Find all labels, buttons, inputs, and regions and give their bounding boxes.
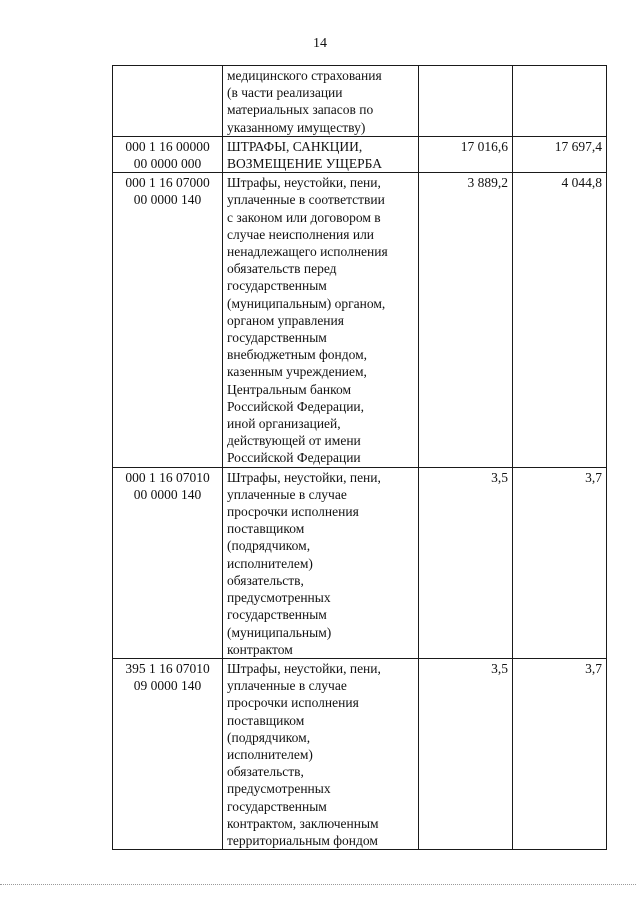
revenue-name-line: государственным: [227, 607, 327, 623]
revenue-name-cell: [223, 136, 419, 172]
revenue-name-line: ШТРАФЫ, САНКЦИИ,: [227, 138, 363, 154]
revenue-name-line: (муниципальным) органом,: [227, 295, 386, 311]
revenue-name-line: поставщиком: [227, 712, 305, 728]
revenue-name-cell: [223, 173, 419, 467]
revenue-name-cell: [223, 66, 419, 137]
page-bottom-border: [0, 884, 636, 885]
revenue-name-line: просрочки исполнения: [227, 695, 359, 711]
budget-code-cell: [113, 66, 223, 137]
revenue-name-line: (в части реализации: [227, 85, 343, 101]
table-row: [113, 467, 607, 658]
revenue-name-line: обязательств,: [227, 572, 304, 588]
revenue-name-line: иной организацией,: [227, 416, 341, 432]
revenue-name-line: государственным: [227, 278, 327, 294]
table-row: [113, 173, 607, 467]
revenue-name-line: внебюджетным фондом,: [227, 347, 367, 363]
revenue-name-line: Российской Федерации: [227, 450, 361, 466]
revenue-name-line: Штрафы, неустойки, пени,: [227, 175, 381, 191]
budget-code-line: 09 0000 140: [133, 678, 202, 694]
table-row: [113, 66, 607, 137]
revenue-name-line: (муниципальным): [227, 624, 332, 640]
revenue-name-line: (подрядчиком,: [227, 538, 311, 554]
revenue-name-cell: [223, 658, 419, 849]
amount-year-2-cell: [513, 66, 607, 137]
revenue-name-line: действующей от имени: [227, 433, 361, 449]
revenue-name-line: случае неисполнения или: [227, 226, 375, 242]
budget-code-line: 00 0000 140: [133, 486, 202, 502]
budget-code-line: 00 0000 140: [133, 192, 202, 208]
revenue-name-line: с законом или договором в: [227, 209, 381, 225]
revenue-name-line: исполнителем): [227, 555, 313, 571]
revenue-name-line: ненадлежащего исполнения: [227, 244, 388, 260]
budget-code-line: 00 0000 000: [133, 156, 202, 172]
amount-year-2-cell: 4 044,8: [513, 173, 607, 467]
revenue-name-line: уплаченные в случае: [227, 678, 347, 694]
revenue-name-line: уплаченные в случае: [227, 486, 347, 502]
revenue-name-line: органом управления: [227, 312, 344, 328]
budget-code-cell: [113, 467, 223, 658]
budget-code-line: 000 1 16 00000: [125, 138, 210, 154]
revenue-name-line: медицинского страхования: [227, 68, 382, 83]
revenue-name-line: (подрядчиком,: [227, 729, 311, 745]
revenue-name-line: предусмотренных: [227, 590, 331, 606]
amount-year-2-cell: 17 697,4: [513, 136, 607, 172]
amount-year-1-cell: [419, 66, 513, 137]
revenue-name-line: указанному имуществу): [227, 119, 366, 135]
revenue-name-line: предусмотренных: [227, 781, 331, 797]
revenue-name-line: материальных запасов по: [227, 102, 374, 118]
revenue-name-line: ВОЗМЕЩЕНИЕ УЩЕРБА: [227, 156, 383, 172]
revenue-name-line: Российской Федерации,: [227, 398, 365, 414]
budget-code-line: 395 1 16 07010: [125, 660, 210, 676]
amount-year-1-cell: 3 889,2: [419, 173, 513, 467]
budget-revenue-table: [112, 65, 607, 850]
amount-year-2-cell: 3,7: [513, 467, 607, 658]
table-row: [113, 658, 607, 849]
revenue-name-line: поставщиком: [227, 521, 305, 537]
revenue-name-line: исполнителем): [227, 746, 313, 762]
budget-code-cell: [113, 658, 223, 849]
amount-year-2-cell: 3,7: [513, 658, 607, 849]
amount-year-1-cell: 3,5: [419, 467, 513, 658]
amount-year-1-cell: 17 016,6: [419, 136, 513, 172]
page-number: 14: [313, 36, 327, 51]
revenue-name-line: Штрафы, неустойки, пени,: [227, 469, 381, 485]
revenue-name-line: уплаченные в соответствии: [227, 192, 385, 208]
budget-code-line: 000 1 16 07010: [125, 469, 210, 485]
revenue-name-line: Штрафы, неустойки, пени,: [227, 660, 381, 676]
table-body: [113, 66, 607, 850]
revenue-name-line: казенным учреждением,: [227, 364, 367, 380]
revenue-name-line: обязательств,: [227, 764, 304, 780]
revenue-name-line: контрактом, заключенным: [227, 815, 379, 831]
revenue-name-line: государственным: [227, 330, 327, 346]
table-row: [113, 136, 607, 172]
revenue-name-line: просрочки исполнения: [227, 504, 359, 520]
revenue-name-line: государственным: [227, 798, 327, 814]
amount-year-1-cell: 3,5: [419, 658, 513, 849]
budget-code-line: 000 1 16 07000: [125, 175, 210, 191]
budget-code-cell: [113, 136, 223, 172]
revenue-name-line: территориальным фондом: [227, 832, 378, 848]
revenue-name-line: обязательств перед: [227, 261, 337, 277]
revenue-name-line: Центральным банком: [227, 381, 351, 397]
budget-code-cell: [113, 173, 223, 467]
revenue-name-cell: [223, 467, 419, 658]
revenue-name-line: контрактом: [227, 641, 293, 657]
